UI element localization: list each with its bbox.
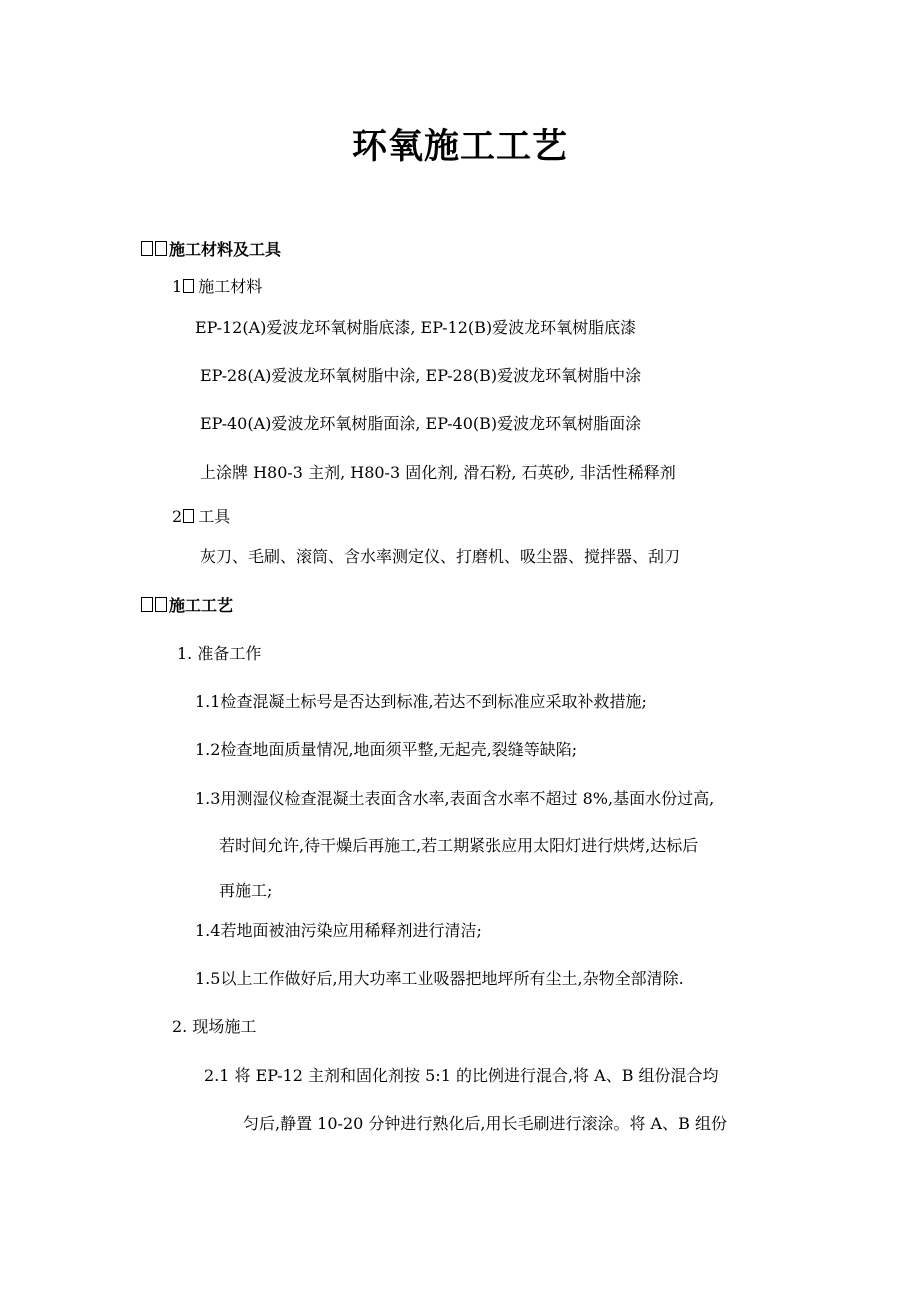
section-heading-text: 施工材料及工具 [169, 240, 282, 259]
section-heading-materials [141, 238, 281, 262]
subheading-number: 1 [172, 277, 183, 296]
step-item: 1.4若地面被油污染应用稀释剂进行清洁; [195, 921, 482, 940]
missing-glyph-box [141, 241, 153, 256]
step-item: 2.1 将 EP-12 主剂和固化剂按 5:1 的比例进行混合,将 A、B 组份混合均 [204, 1066, 719, 1085]
subheading-materials [172, 275, 262, 299]
material-line: 上涂牌 H80-3 主剂, H80-3 固化剂, 滑石粉, 石英砂, 非活性稀释剂 [200, 463, 676, 482]
missing-glyph-box [155, 241, 167, 256]
step-item-continuation: 再施工; [219, 881, 273, 900]
tools-line: 灰刀、毛刷、滚筒、含水率测定仪、打磨机、吸尘器、搅拌器、刮刀 [200, 547, 681, 566]
missing-glyph-box [183, 509, 194, 523]
step-item: 1.2检查地面质量情况,地面须平整,无起壳,裂缝等缺陷; [195, 740, 578, 759]
step-item: 1.1检查混凝土标号是否达到标准,若达不到标准应采取补救措施; [195, 692, 647, 711]
step-item: 1.5以上工作做好后,用大功率工业吸器把地坪所有尘土,杂物全部清除. [195, 969, 684, 988]
material-line: EP-12(A)爱波龙环氧树脂底漆, EP-12(B)爱波龙环氧树脂底漆 [195, 318, 637, 337]
step-item-continuation: 匀后,静置 10-20 分钟进行熟化后,用长毛刷进行滚涂。将 A、B 组份 [243, 1114, 727, 1133]
missing-glyph-box [141, 597, 153, 612]
missing-glyph-box [155, 597, 167, 612]
step-item: 1.3用测湿仪检查混凝土表面含水率,表面含水率不超过 8%,基面水份过高, [195, 789, 715, 808]
step-item-continuation: 若时间允许,待干燥后再施工,若工期紧张应用太阳灯进行烘烤,达标后 [219, 836, 699, 855]
subheading-label: 工具 [198, 507, 231, 526]
document-title: 环氧施工工艺 [351, 126, 568, 167]
material-line: EP-40(A)爱波龙环氧树脂面涂, EP-40(B)爱波龙环氧树脂面涂 [200, 414, 642, 433]
step-heading-onsite: 2. 现场施工 [172, 1017, 257, 1036]
missing-glyph-box [183, 279, 194, 293]
step-heading-preparation: 1. 准备工作 [177, 644, 262, 663]
section-heading-process [141, 594, 233, 618]
section-heading-text: 施工工艺 [169, 596, 234, 615]
subheading-number: 2 [172, 507, 183, 526]
subheading-label: 施工材料 [198, 277, 263, 296]
subheading-tools [172, 505, 230, 529]
material-line: EP-28(A)爱波龙环氧树脂中涂, EP-28(B)爱波龙环氧树脂中涂 [200, 366, 642, 385]
